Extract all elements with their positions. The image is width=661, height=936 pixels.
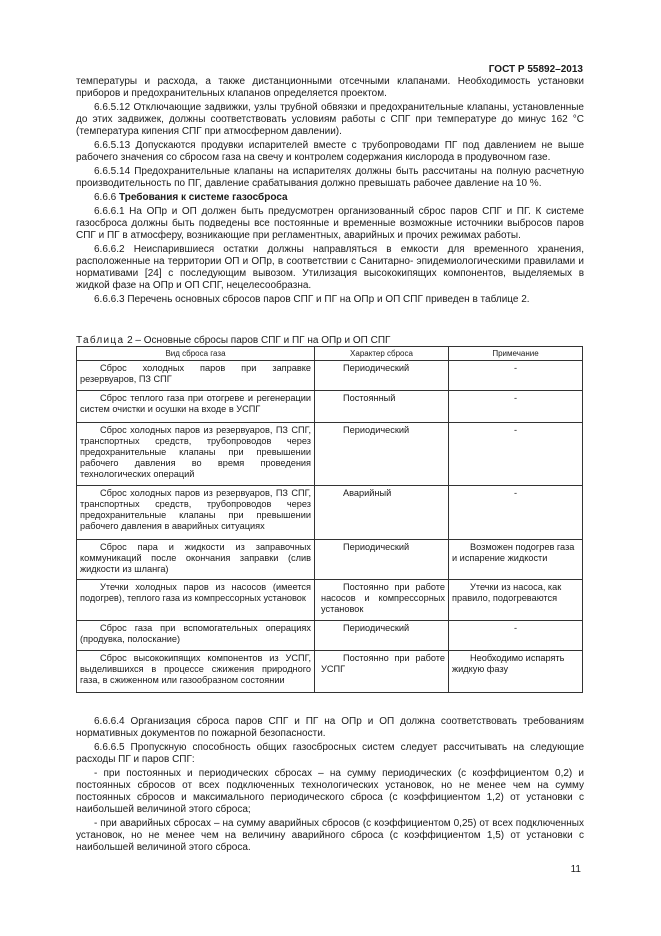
table-row [77, 651, 583, 693]
column-header: Вид сброса газа [77, 347, 315, 361]
gas-discharge-table [76, 346, 583, 693]
table-cell: Сброс холодных паров из резервуаров, ПЗ СПГ, транспортных средств, трубопроводов через предохранительные клапаны при превышении рабочего давления в аварийных ситуациях [77, 486, 315, 540]
table-row [77, 580, 583, 621]
table-cell: - [449, 361, 583, 391]
table-cell: Постоянный [315, 391, 449, 423]
table-cell: Утечки из насоса, как правило, подогреваются [449, 580, 583, 621]
table-cell: Постоянно при работе УСПГ [315, 651, 449, 693]
text-block-top [76, 76, 584, 308]
table-cell: Сброс холодных паров при заправке резервуаров, ПЗ СПГ [77, 361, 315, 391]
table-caption-word: Таблица [76, 335, 125, 346]
table-cell: - [449, 423, 583, 486]
paragraph: 6.6.6.2 Неиспарившиеся остатки должны направляться в емкости для временного хранения, расположенные на территории ОП и ОПр, в соответствии с Санитарно- эпидемиологическими правилами и нормативами [24] с последующим вывозом. Утилизация высококипящих компонентов, выделяемых в жидкой фазе на ОПр и ОП СПГ, нецелесообразна. [76, 244, 584, 291]
section-heading [76, 192, 584, 204]
section-number: 6.6.6 [94, 192, 117, 203]
table-cell: Периодический [315, 540, 449, 580]
table-row [77, 423, 583, 486]
paragraph: температуры и расхода, а также дистанционными отсечными клапанами. Необходимость установки приборов и предохранительных клапанов определяется проектом. [76, 76, 584, 99]
table-cell: Аварийный [315, 486, 449, 540]
table-row [77, 361, 583, 391]
table-cell: Сброс пара и жидкости из заправочных коммуникаций после окончания заправки (слив жидкости из шланга) [77, 540, 315, 580]
table-cell: - [449, 621, 583, 651]
table-row [77, 540, 583, 580]
text-block-bottom [76, 716, 584, 856]
table-cell: Сброс газа при вспомогательных операциях (продувка, полоскание) [77, 621, 315, 651]
column-header: Характер сброса [315, 347, 449, 361]
table-cell: Сброс теплого газа при отогреве и регенерации систем очистки и осушки на входе в УСПГ [77, 391, 315, 423]
table-header-row [77, 347, 583, 361]
table-cell: Периодический [315, 423, 449, 486]
table-cell: Необходимо испарять жидкую фазу [449, 651, 583, 693]
table-row [77, 621, 583, 651]
column-header: Примечание [449, 347, 583, 361]
list-item: - при аварийных сбросах – на сумму аварийных сбросов (с коэффициентом 0,25) от всех подключенных установок, но не менее чем на величину аварийного сброса (с коэффициентом 1,5) от установки с наибольшей величиной этого сброса. [76, 818, 584, 853]
table-row [77, 486, 583, 540]
table-cell: Возможен подогрев газа и испарение жидкости [449, 540, 583, 580]
page-number: 11 [570, 864, 581, 875]
paragraph: 6.6.6.4 Организация сброса паров СПГ и ПГ на ОПр и ОП должна соответствовать требованиям нормативных документов по пожарной безопасности. [76, 716, 584, 739]
table-cell: - [449, 391, 583, 423]
paragraph: 6.6.5.14 Предохранительные клапаны на испарителях должны быть рассчитаны на полную расчетную производительность по ПГ, давление срабатывания должно превышать рабочее давление на 10 %. [76, 166, 584, 189]
table-cell: Сброс холодных паров из резервуаров, ПЗ СПГ, транспортных средств, трубопроводов через предохранительные клапаны при превышении рабочего давления во время проведения технологических операций [77, 423, 315, 486]
table-caption-text: 2 – Основные сбросы паров СПГ и ПГ на ОПр и ОП СПГ [124, 335, 391, 346]
list-item: - при постоянных и периодических сбросах – на сумму периодических (с коэффициентом 0,2) и постоянных сбросов от всех подключенных технологических установок, но не менее чем на сумму постоянных сбросов и максимального периодического сброса (с коэффициентом 1,2) от установки с наибольшей величиной этого сброса; [76, 768, 584, 815]
table-caption [76, 335, 390, 346]
table-cell: Постоянно при работе насосов и компрессорных установок [315, 580, 449, 621]
table-cell: Утечки холодных паров из насосов (имеется подогрев), теплого газа из компрессорных установок [77, 580, 315, 621]
section-title: Требования к системе газосброса [119, 192, 288, 203]
paragraph: 6.6.5.13 Допускаются продувки испарителей вместе с трубопроводами ПГ под давлением не выше рабочего значения со сбросом газа на свечу и контролем содержания кислорода в продувочном газе. [76, 140, 584, 163]
table-cell: Сброс высококипящих компонентов из УСПГ, выделившихся в процессе сжижения природного газа, в сжиженном или газообразном состоянии [77, 651, 315, 693]
table-cell: - [449, 486, 583, 540]
paragraph: 6.6.6.3 Перечень основных сбросов паров СПГ и ПГ на ОПр и ОП СПГ приведен в таблице 2. [94, 294, 530, 305]
document-header: ГОСТ Р 55892–2013 [488, 64, 583, 75]
paragraph: 6.6.6.1 На ОПр и ОП должен быть предусмотрен организованный сброс паров СПГ и ПГ. К системе газосброса должны быть подведены все постоянные и временные возможные источники выбросов паров СПГ и ПГ в атмосферу, возникающие при регламентных, аварийных и прочих режимах работы. [76, 206, 584, 241]
table-cell: Периодический [315, 621, 449, 651]
table-row [77, 391, 583, 423]
table-cell: Периодический [315, 361, 449, 391]
paragraph: 6.6.6.5 Пропускную способность общих газосбросных систем следует рассчитывать на следующие расходы ПГ и паров СПГ: [76, 742, 584, 765]
paragraph: 6.6.5.12 Отключающие задвижки, узлы трубной обвязки и предохранительные клапаны, установленные до этих задвижек, должны соответствовать условиям работы с СПГ при температуре до минус 162 °С (температура кипения СПГ при атмосферном давлении). [76, 102, 584, 137]
